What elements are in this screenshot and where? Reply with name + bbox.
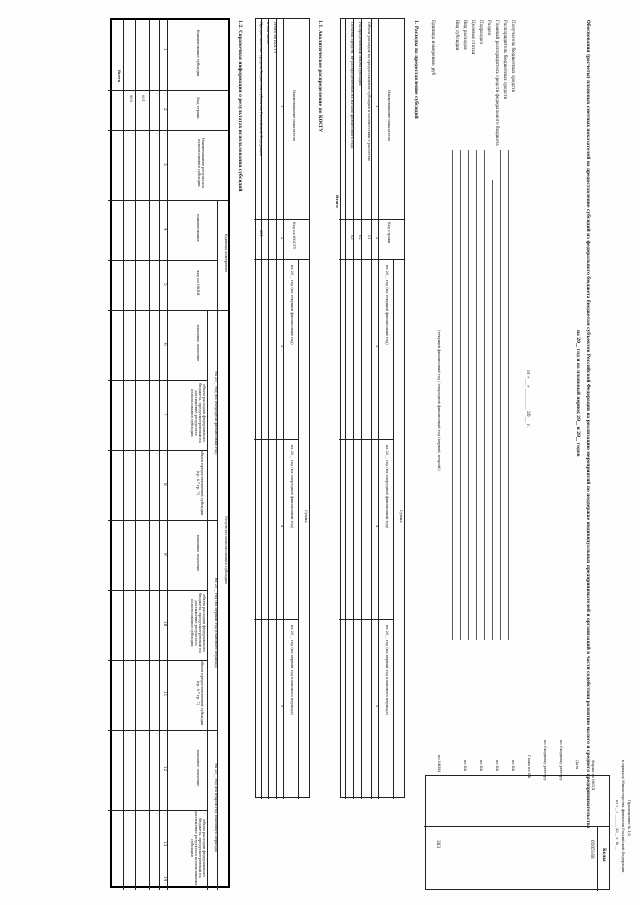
s11-year: на 20__ год (на текущий финансовый год): [290, 265, 294, 345]
s11-colnum: 1: [280, 105, 284, 108]
s12-row-line: [207, 310, 208, 890]
appendix-line-2: к приказу Министерства финансов Российской Федерации: [621, 760, 625, 873]
s12-colnum: 13: [163, 841, 168, 847]
section1-title: 1. Расходы на предоставление субсидий: [414, 20, 419, 119]
s12-col-unit-okei: код по ОКЕИ: [196, 270, 200, 296]
codes-value: 383: [436, 840, 441, 848]
section11-table: [255, 18, 310, 798]
s12-col-divider: [108, 90, 228, 91]
s1-row-code: 03: [350, 235, 354, 240]
section11-title: 1.1. Аналитическое распределение по КОСГУ: [318, 20, 323, 132]
s12-row-line: [167, 20, 168, 890]
s11-col-divider: [254, 259, 309, 260]
s12-colnum: 6: [163, 343, 168, 346]
s12-colnum: 5: [163, 283, 168, 286]
codes-header: Коды: [602, 848, 607, 862]
s1-year: на 20__ год (на текущий финансовый год): [385, 265, 389, 345]
s11-row-line: [283, 19, 284, 799]
codes-label: Форма по ОКУД: [591, 760, 595, 791]
s12-col-volume: объем предоставляемой субсидии (гр. 6 * гр. 7): [195, 660, 204, 726]
s11-row-name: Предоставление средств бюджетам субъектов Российской Федерации: [259, 22, 263, 157]
s12-row-code: 001: [141, 95, 145, 102]
s12-colnum: 2: [163, 108, 168, 111]
s12-col-divider: [108, 730, 218, 731]
field-label: Главный распорядитель средств федерального бюджета: [495, 20, 500, 146]
field-line: [500, 150, 501, 640]
s12-col-results: Результат использования субсидии: [224, 516, 228, 584]
codes-label: Глава по БК: [527, 755, 531, 779]
document-title: Обоснования (расчеты) плановых сметных показателей на предоставление субсидий из федерального бюджета бюджетам субъектов Российской Федерации на реализацию мероприятий по поддержке индивидуальных предпринимателей и организаций в части содействия развитию малого и среднего предпринимательства: [586, 20, 591, 829]
s1-row-line: [345, 19, 346, 799]
codes-label: по ОКЕИ: [437, 755, 441, 773]
appendix-line-3: от «__» _______ 20__ г. № __: [615, 800, 619, 850]
s12-col-plan: плановое значение: [196, 749, 200, 787]
codes-label: по БК: [511, 760, 515, 772]
s1-row-name: Распределенный объем субсидий: [358, 22, 362, 86]
s12-year-b: на 20__ год (на первый год планового периода): [214, 577, 218, 668]
s12-col-divider: [108, 260, 218, 261]
s11-col-code: Код по КОСГУ: [292, 222, 296, 250]
field-label: Вид субсидии: [455, 20, 460, 51]
field-label: Единица измерения: руб: [431, 20, 436, 76]
s11-row-name: Итого по КОСГУ: [273, 22, 277, 54]
s12-col-divider: [108, 310, 228, 311]
s1-row-code: 02: [358, 235, 362, 240]
appendix-line-1: Приложение № 1/3: [627, 800, 631, 837]
s1-col-code: Код строки: [387, 222, 391, 244]
s12-col-name: Наименование субсидии: [196, 29, 200, 77]
field-label: Целевая статья: [471, 20, 476, 55]
s11-row-code: 251: [259, 230, 263, 237]
s1-year: на 20__ год (на очередной финансовый год): [385, 445, 389, 529]
codes-label: Дата: [575, 760, 579, 770]
s12-colnum: 1: [163, 48, 168, 51]
s12-colnum: 12: [163, 766, 168, 772]
s11-row-line: [298, 259, 299, 799]
s11-colnum: 3: [280, 345, 284, 348]
codes-label: по БК: [463, 760, 467, 772]
field-line: [508, 150, 509, 640]
s12-colnum: 4: [163, 228, 168, 231]
s11-col-sum: Сумма: [304, 510, 308, 523]
field-line: [452, 150, 453, 640]
s1-col-name: Наименование показателя: [387, 90, 391, 142]
s11-colnum: 2: [280, 237, 284, 240]
s12-col-plan: плановое значение: [196, 534, 200, 572]
s12-col-unit-name: наименование: [196, 214, 200, 242]
field-line: [468, 150, 469, 640]
s1-col-divider: [339, 439, 394, 440]
s11-row-name: в том числе: [266, 22, 270, 45]
codes-label: по БК: [495, 760, 499, 772]
s12-row-code: 900: [129, 95, 133, 102]
s1-row-line: [361, 19, 362, 799]
s12-colnum: 8: [163, 483, 168, 486]
s12-col-result: Наименование результата использования субсидии: [196, 137, 205, 189]
s12-col-size: объем расходов федерального бюджета, предусмотренный на достижение результата использования субсидии: [189, 593, 206, 653]
s11-row-line: [268, 19, 269, 799]
s1-row-line: [371, 19, 372, 799]
field-label: Вид расходов: [463, 20, 468, 50]
s1-colnum: 5: [375, 705, 379, 708]
s1-colnum: 4: [375, 525, 379, 528]
s11-year: на 20__ год (на первый год планового периода): [290, 625, 294, 716]
field-label: Раздел: [487, 20, 492, 36]
date-line: от «___» __________ 20___ г.: [526, 370, 531, 428]
document-title-period: на 20__ год и на плановый период 20__ и 20__ годов: [576, 330, 581, 457]
s12-row-line: [159, 20, 160, 890]
s12-total: Всего: [117, 70, 121, 83]
s12-row-line: [217, 200, 218, 310]
s12-col-code: Код строки: [196, 97, 200, 119]
s12-col-divider: [108, 130, 228, 131]
s12-col-volume: объем предоставляемой субсидии (гр. 6 * гр. 7): [195, 450, 204, 516]
s12-colnum: 14: [163, 876, 168, 882]
s1-colnum: 3: [375, 345, 379, 348]
field-line: [484, 150, 485, 640]
field-label: Подраздел: [479, 20, 484, 44]
s12-colnum: 11: [163, 691, 168, 697]
s12-row-line: [135, 20, 136, 890]
s12-col-size: объем расходов федерального бюджета, предусмотренный на достижение результата использования субсидии: [189, 383, 206, 443]
s12-year-c: на 20__ год (на второй год планового периода): [214, 763, 218, 853]
codes-value: 0505168: [590, 840, 595, 859]
s11-colnum: 4: [280, 525, 284, 528]
s11-colnum: 5: [280, 705, 284, 708]
s12-col-unit: Единица измерения: [224, 233, 228, 273]
codes-divider: [424, 826, 609, 827]
s1-colnum: 2: [375, 237, 379, 240]
s12-colnum: 7: [163, 413, 168, 416]
s1-total: Итого: [335, 195, 339, 208]
s12-col-size: объем расходов федерального бюджета, предусмотренный на достижение результата использования субсидии: [189, 810, 206, 886]
s11-col-name: Наименование показателя: [292, 90, 296, 142]
s12-colnum: 10: [163, 621, 168, 627]
field-line: [492, 180, 493, 640]
field-label: Распорядитель бюджетных средств: [503, 20, 508, 100]
field-label: Получатель бюджетных средств: [511, 20, 516, 92]
s1-row-name: Остаток средств, не распределенных на начало финансового года: [350, 22, 354, 149]
section12-table: [110, 18, 230, 888]
codes-box: [425, 775, 610, 890]
s1-row-line: [393, 259, 394, 799]
s11-row-line: [276, 19, 277, 799]
s12-year-a: на 20__ год (на очередной финансовый год): [214, 371, 218, 455]
s11-year: на 20__ год (на очередной финансовый год): [290, 445, 294, 529]
s12-colnum: 9: [163, 553, 168, 556]
s12-colnum: 3: [163, 163, 168, 166]
s1-year: на 20__ год (на первый год планового периода): [385, 625, 389, 716]
s1-col-divider: [339, 619, 394, 620]
s1-col-sum: Сумма: [399, 510, 403, 523]
s12-row-line: [123, 20, 124, 890]
codes-label: по Сводному реестру: [559, 740, 563, 781]
s12-col-divider: [108, 520, 218, 521]
s1-row-name: Объем расходов на предоставление субсидий в соответствии с расчетом: [367, 22, 371, 161]
field-line: [460, 150, 461, 640]
section12-title: 1.2. Справочная информация о результатах использования субсидий: [238, 20, 243, 192]
s1-colnum: 1: [375, 105, 379, 108]
codes-label: по БК: [479, 760, 483, 772]
codes-label: по Сводному реестру: [543, 740, 547, 781]
s1-row-line: [378, 19, 379, 799]
s12-row-line: [149, 20, 150, 890]
s12-col-plan: плановое значение: [196, 324, 200, 362]
s1-row-code: 01: [367, 235, 371, 240]
field-line: [476, 150, 477, 640]
codes-line: [597, 826, 598, 891]
s12-col-divider: [108, 200, 228, 201]
s11-col-divider: [254, 219, 309, 220]
date-caption: (текущий финансовый год / очередной финансовый год (первый, второй)): [437, 330, 441, 471]
